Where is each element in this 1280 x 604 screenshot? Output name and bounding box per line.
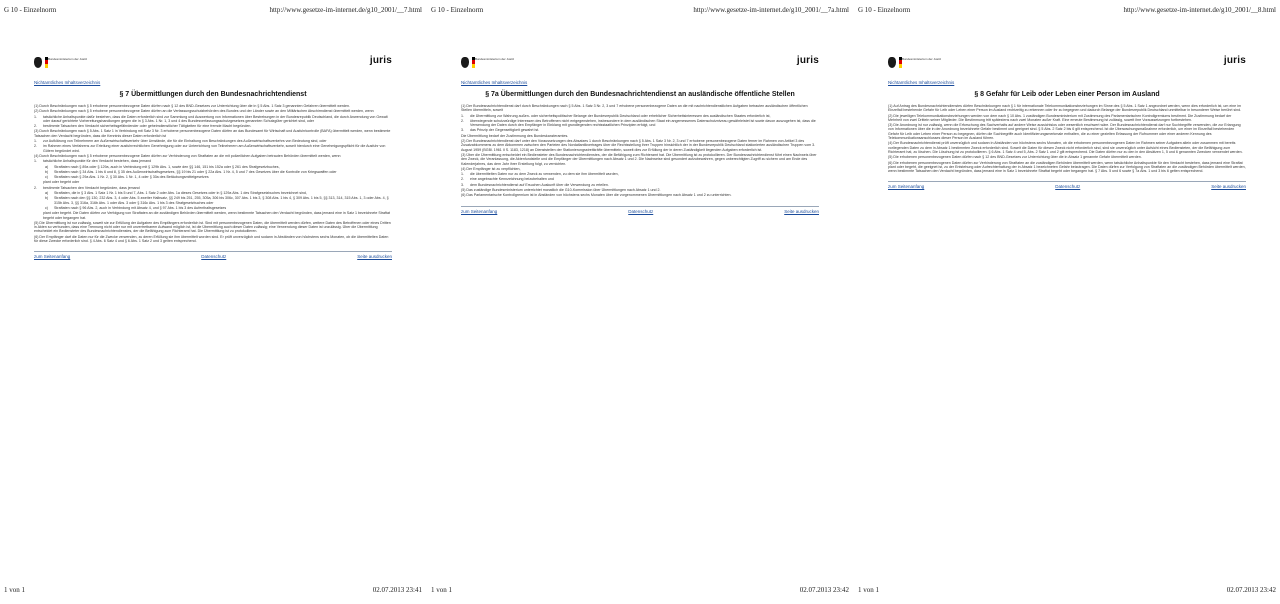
paragraph xyxy=(888,141,1246,154)
document-body xyxy=(461,52,819,214)
paragraph xyxy=(34,165,392,169)
paragraph-text: (5) Die Übermittlung ist nur zulässig, soweit sie zur Erfüllung der Aufgaben des Empfängers erforderlich ist. Sind mit personenbezogenen Daten, die übermittelt werden dürfen, weitere Daten des Betroffenen oder eines Dritten in Akten so verbunden, dass eine Trennung nicht oder nur mit unvertretbarem Aufwand möglich ist, ist die Übermittlung auch dieser Daten zulässig; eine Verwendung dieser Daten ist unzulässig. Über die Übermittlung entscheidet ein Bediensteter des Bundesnachrichtendienstes, der die Befähigung zum Richteramt hat. Die Übermittlung ist zu protokollieren. xyxy=(34,220,391,234)
paragraph-text: Die Übermittlung bedarf der Zustimmung des Bundeskanzleramtes. xyxy=(461,133,569,138)
paragraph xyxy=(34,144,392,153)
paragraph xyxy=(888,104,1246,113)
item-number: 1. xyxy=(34,114,37,119)
paragraph xyxy=(34,170,392,174)
paragraph xyxy=(461,104,819,113)
paragraph-text: (4) Der Empfänger ist zu verpflichten, xyxy=(461,166,521,171)
ministry-name: Bundesministerium der Justiz xyxy=(475,57,515,61)
page-count: 1 von 1 xyxy=(858,586,879,594)
print-footer xyxy=(858,586,1276,598)
item-number: 1. xyxy=(34,159,37,164)
paragraph xyxy=(461,139,819,152)
paragraph xyxy=(461,188,819,192)
paragraph-text: Straftaten, die in § 3 Abs. 1 Satz 1 Nr. 1 bis 5 und 7, Abs. 1 Satz 2 oder Abs. 1a dieses Gesetzes oder in § 129a Abs. 1 des Strafgesetzbuches bezeichnet sind, xyxy=(54,191,307,196)
print-header xyxy=(431,6,849,18)
paragraph xyxy=(34,180,392,184)
print-timestamp: 02.07.2013 23:41 xyxy=(372,586,422,594)
paragraph-text: (3) Über die Übermittlung entscheidet ein Bediensteter des Bundesnachrichtendienstes, der die Befähigung zum Richteramt hat. Die Übermittlung ist zu protokollieren. Der Bundesnachrichtendienst führt einen Nachweis über den Zweck, die Veranlassung, die Aktenfundstelle und die Empfänger der Übermittlungen nach Absatz 1 und 2. Die Nachweise sind gesondert aufzubewahren, gegen unberechtigten Zugriff zu sichern und am Ende des Kalenderjahres, das dem Jahr ihrer Erstellung folgt, zu vernichten. xyxy=(461,152,817,166)
paragraph-text: (2) Die jeweiligen Telekommunikationsbeziehungen werden von dem nach § 10 Abs. 1 zuständigen Bundesministerium mit Zustimmung des Parlamentarischen Kontrollgremiums bestimmt. Die Zustimmung bedarf der Mehrheit von zwei Dritteln seiner Mitglieder. Die Bestimmung tritt spätestens nach zwei Monaten außer Kraft. Eine erneute Bestimmung ist zulässig, soweit ihre Voraussetzungen fortbestehen. xyxy=(888,113,1232,122)
paragraph xyxy=(461,177,819,181)
paragraph xyxy=(34,196,392,205)
paragraph xyxy=(461,183,819,187)
item-number: c) xyxy=(45,205,48,210)
paragraph xyxy=(461,172,819,176)
paragraph-text: eine angebrachte Kennzeichnung beizubehalten und xyxy=(470,177,554,182)
paragraph xyxy=(461,119,819,128)
privacy-link[interactable]: Datenschutz xyxy=(628,208,654,214)
page-count: 1 von 1 xyxy=(431,586,452,594)
juris-logo[interactable]: juris xyxy=(369,55,392,66)
section-title: § 8 Gefahr für Leib oder Leben einer Person im Ausland xyxy=(974,91,1160,98)
paragraph xyxy=(461,153,819,166)
print-timestamp: 02.07.2013 23:42 xyxy=(1226,586,1276,594)
paragraph-text: (2) Der Bundesnachrichtendienst darf unter den Voraussetzungen des Absatzes 1 durch Beschränkungen nach § 5 Abs. 1 Satz 3 Nr. 2, 3 und 7 erhobene personenbezogene Daten ferner im Rahmen von Artikel 3 des Zusatzabkommens zu dem Abkommen zwischen den Parteien des Nordatlantikvertrages über die Rechtsstellung ihrer Truppen hinsichtlich der in der Bundesrepublik Deutschland stationierten ausländischen Truppen vom 3. August 1959 (BGBl. 1961 II S. 1183, 1218) an Dienststellen der Stationierungsstreitkräfte übermitteln, soweit dies zur Erfüllung der in deren Zuständigkeit liegenden Aufgaben erforderlich ist. xyxy=(461,139,816,152)
paragraph-text: Straftaten nach § 96 Abs. 2, auch in Verbindung mit Absatz 4, und § 97 Abs. 1 bis 3 des Aufenthaltsgesetzes xyxy=(54,205,227,210)
paragraph xyxy=(34,124,392,128)
header-title: G 10 - Einzelnorm xyxy=(858,6,911,14)
paragraph-text: (1) Auf Antrag des Bundesnachrichtendienstes dürfen Beschränkungen nach § 1 für internationale Telekommunikationsbeziehungen im Sinne des § 5 Abs. 1 Satz 1 angeordnet werden, wenn dies erforderlich ist, um eine im Einzelfall bestehende Gefahr für Leib oder Leben einer Person im Ausland rechtzeitig zu erkennen oder ihr zu begegnen und dadurch Belange der Bundesrepublik Deutschland unmittelbar in besonderer Weise berührt sind. xyxy=(888,104,1242,113)
print-footer xyxy=(431,586,849,598)
paragraph xyxy=(461,114,819,118)
paragraph-text: (4) Der Bundesnachrichtendienst prüft unverzüglich und sodann in Abständen von höchstens sechs Monaten, ob die erhobenen personenbezogenen Daten im Rahmen seiner Aufgaben allein oder zusammen mit bereits vorliegenden Daten zu dem in Absatz 1 bestimmten Zweck erforderlich sind. Soweit die Daten für diesen Zweck nicht erforderlich sind, sind sie unverzüglich unter Aufsicht eines Bediensteten, der die Befähigung zum Richteramt hat, zu löschen. Die Löschung ist zu protokollieren. § 6 Abs. 1 Satz 4 und 5, Abs. 2 Satz 1 und 2 gilt entsprechend. Die Daten dürfen nur zu den in den Absätzen 1, 5 und 6 genannten Zwecken verwendet werden. xyxy=(888,141,1243,154)
section-title: § 7a Übermittlungen durch den Bundesnachrichtendienst an ausländische öffentliche Stellen xyxy=(485,91,795,98)
item-number: b) xyxy=(45,196,49,201)
paragraph-text: (1) Durch Beschränkungen nach § 5 erhobene personenbezogene Daten dürfen nach § 12 des BND-Gesetzes zur Unterrichtung über die in § 5 Abs. 1 Satz 3 genannten Gefahren übermittelt werden. xyxy=(34,104,351,108)
paragraph-text: Straftaten nach § 89a oder § 129a, auch in Verbindung mit § 129b Abs. 1, sowie den §§ 146, 151 bis 152a oder § 261 des Strafgesetzbuches, xyxy=(54,164,280,169)
juris-logo[interactable]: juris xyxy=(1223,55,1246,66)
section-title: § 7 Übermittlungen durch den Bundesnachrichtendienst xyxy=(119,91,307,98)
item-number: 2. xyxy=(461,118,464,123)
printed-page xyxy=(0,0,426,604)
paragraph-text: tatsächliche Anhaltspunkte dafür bestehen, dass die Daten erforderlich sind zur Sammlung und Auswertung von Informationen über Bestrebungen in der Bundesrepublik Deutschland, die durch Anwendung von Gewalt oder darauf gerichtete Vorbereitungshandlungen gegen die in § 3 Abs. 1 Nr. 1, 3 und 4 des Bundesverfassungsschutzgesetzes genannten Schutzgüter gerichtet sind, oder xyxy=(43,114,388,123)
top-of-page-link[interactable]: zum Seitenanfang xyxy=(888,184,925,190)
paragraph xyxy=(888,155,1246,159)
paragraph xyxy=(34,235,392,244)
paragraph xyxy=(34,159,392,163)
paragraph xyxy=(34,129,392,138)
logo-bar xyxy=(888,52,1246,72)
paragraph xyxy=(34,175,392,179)
paragraph-text: (3) Die Anordnung ist nur zulässig, wenn die Erforschung des Sachverhalts auf andere Weise aussichtslos oder wesentlich erschwert wäre. Der Bundesnachrichtendienst darf nur Suchbegriffe verwenden, die zur Erlangung von Informationen über die in der Anordnung bezeichnete Gefahr bestimmt und geeignet sind. § 5 Abs. 2 Satz 2 bis 6 gilt entsprechend. Ist die Überwachungsmaßnahme erforderlich, um einer im Einzelfall bestehenden Gefahr für Leib oder Leben einer Person zu begegnen, dürfen die Suchbegriffe auch Identifizierungsmerkmale enthalten, die zu einer gezielten Erfassung der Rufnummer oder einer anderen Kennung des Telekommunikationsanschlusses dieser Person im Ausland führen. xyxy=(888,123,1241,141)
paragraph xyxy=(34,191,392,195)
paragraph xyxy=(461,193,819,197)
paragraph xyxy=(34,186,392,190)
paragraph-text: (6) Die erhobenen personenbezogenen Daten dürfen zur Verhinderung von Straftaten an die zuständigen Behörden übermittelt werden, wenn tatsächliche Anhaltspunkte für den Verdacht bestehen, dass jemand eine Straftat plant oder begeht, die geeignet ist, zu der Entstehung oder Aufrechterhaltung der in Absatz 1 bezeichneten Gefahr beizutragen. Die Daten dürfen zur Verfolgung von Straftaten an die zuständigen Behörden übermittelt werden, wenn bestimmte Tatsachen den Verdacht begründen, dass jemand eine in Satz 1 bezeichnete Straftat begeht oder begangen hat. § 7 Abs. 5 und 6 sowie § 7a Abs. 1 und 3 bis 6 gelten entsprechend. xyxy=(888,160,1246,174)
paragraph-text: (6) Der Empfänger darf die Daten nur für die Zwecke verwenden, zu deren Erfüllung sie ihm übermittelt worden sind. Er prüft unverzüglich und sodann in Abständen von höchstens sechs Monaten, ob die übermittelten Daten für diese Zwecke erforderlich sind. § 4 Abs. 6 Satz 4 und § 6 Abs. 1 Satz 2 und 3 gelten entsprechend. xyxy=(34,234,389,244)
paragraph-text: Straftaten nach § 29a Abs. 1 Nr. 2, § 30 Abs. 1 Nr. 1, 4 oder § 30a des Betäubungsmittelgesetzes xyxy=(54,175,209,180)
paragraph xyxy=(34,206,392,210)
item-number: b) xyxy=(45,169,49,174)
paragraph-text: Straftaten nach § 34 Abs. 1 bis 6 und 8, § 35 des Außenwirtschaftsgesetzes, §§ 19 bis 21 oder § 22a Abs. 1 Nr. 4, 5 und 7 des Gesetzes über die Kontrolle von Kriegswaffen oder xyxy=(54,169,337,174)
bottom-link-bar xyxy=(34,251,392,259)
item-number: 2. xyxy=(34,185,37,190)
paragraph-text: bestimmte Tatsachen den Verdacht begründen, dass jemand xyxy=(43,185,140,190)
printed-page xyxy=(854,0,1280,604)
paragraph-text: Straftaten nach den §§ 130, 232 Abs. 3, 4 oder Abs. 5 zweiter Halbsatz, §§ 249 bis 251, 255, 305a, 306 bis 306c, 307 Abs. 1 bis 3, § 308 Abs. 1 bis 4, § 309 Abs. 1 bis 5, §§ 313, 314, 315 Abs. 1, 3 oder Abs. 4, § 315b Abs. 3, §§ 316a, 316b Abs. 1 oder Abs. 3 oder § 316c Abs. 1 bis 3 des Strafgesetzbuches oder xyxy=(54,196,389,205)
item-number: 2. xyxy=(34,124,37,129)
paragraph-text: zur Aufklärung von Teilnehmern am Außenwirtschaftsverkehr über Umstände, die für die Einhaltung von Beschränkungen des Außenwirtschaftsverkehrs von Bedeutung sind, oder xyxy=(43,139,327,144)
paragraph xyxy=(888,123,1246,140)
item-number: c) xyxy=(45,175,48,180)
paragraph-text: (5) Das zuständige Bundesministerium unterrichtet monatlich die G10-Kommission über Übermittlungen nach Absatz 1 und 2. xyxy=(461,188,661,193)
item-number: 1. xyxy=(34,139,37,144)
logo-bar xyxy=(34,52,392,72)
paragraph xyxy=(34,154,392,158)
toc-link[interactable]: Nichtamtliches Inhaltsverzeichnis xyxy=(888,80,955,85)
paragraph xyxy=(34,104,392,108)
juris-logo[interactable]: juris xyxy=(796,55,819,66)
item-number: a) xyxy=(45,191,49,196)
paragraph-text: bestimmte Tatsachen den Verdacht sicherheitsgefährdender oder geheimdienstlicher Tätigkeiten für eine fremde Macht begründen. xyxy=(43,124,252,129)
item-number: a) xyxy=(45,164,49,169)
bottom-link-bar xyxy=(461,206,819,214)
print-page-link[interactable]: Seite ausdrucken xyxy=(357,254,392,260)
document-body xyxy=(34,52,392,259)
item-number: 3. xyxy=(461,128,464,133)
paragraph xyxy=(888,114,1246,123)
header-url: http://www.gesetze-im-internet.de/g10_2001/__8.html xyxy=(1123,6,1276,14)
paragraph xyxy=(461,167,819,171)
page-count: 1 von 1 xyxy=(4,586,25,594)
paragraph-text: (5) Die erhobenen personenbezogenen Daten dürfen nach § 12 des BND-Gesetzes zur Unterrichtung über die in Absatz 1 genannte Gefahr übermittelt werden. xyxy=(888,155,1142,160)
paragraph xyxy=(461,134,819,138)
print-header xyxy=(858,6,1276,18)
print-timestamp: 02.07.2013 23:42 xyxy=(799,586,849,594)
ministry-name: Bundesministerium der Justiz xyxy=(48,57,88,61)
header-title: G 10 - Einzelnorm xyxy=(4,6,57,14)
paragraph-text: plant oder begeht. Die Daten dürfen zur Verfolgung von Straftaten an die zuständigen Behörden übermittelt werden, wenn bestimmte Tatsachen den Verdacht begründen, dass jemand eine in Satz 1 bezeichnete Straftat begeht oder begangen hat. xyxy=(43,211,390,220)
item-number: 2. xyxy=(461,177,464,182)
paragraph xyxy=(34,221,392,234)
document-body xyxy=(888,52,1246,189)
paragraph-text: die Übermittlung zur Wahrung außen- oder sicherheitspolitischer Belange der Bundesrepublik Deutschland oder erheblicher Sicherheitsinteressen des ausländischen Staates erforderlich ist, xyxy=(470,113,771,118)
top-of-page-link[interactable]: zum Seitenanfang xyxy=(34,254,71,260)
paragraph xyxy=(888,161,1246,174)
bottom-link-bar xyxy=(888,181,1246,189)
header-url: http://www.gesetze-im-internet.de/g10_2001/__7.html xyxy=(269,6,422,14)
paragraph-text: (2) Durch Beschränkungen nach § 5 erhobene personenbezogene Daten dürfen an die Verfassungsschutzbehörden des Bundes und der Länder sowie an den Militärischen Abschirmdienst übermittelt werden, wenn xyxy=(34,109,374,114)
logo-bar xyxy=(461,52,819,72)
top-of-page-link[interactable]: zum Seitenanfang xyxy=(461,208,498,214)
printed-page xyxy=(427,0,853,604)
paragraph-text: tatsächliche Anhaltspunkte für den Verdacht bestehen, dass jemand xyxy=(43,159,152,164)
paragraph-text: (3) Durch Beschränkungen nach § 5 Abs. 1 Satz 1 in Verbindung mit Satz 3 Nr. 3 erhobene personenbezogene Daten dürfen an das Bundesamt für Wirtschaft und Ausfuhrkontrolle (BAFA) übermittelt werden, wenn bestimmte Tatsachen den Verdacht begründen, dass die Kenntnis dieser Daten erforderlich ist xyxy=(34,129,391,138)
print-footer xyxy=(4,586,422,598)
ministry-name: Bundesministerium der Justiz xyxy=(902,57,942,61)
privacy-link[interactable]: Datenschutz xyxy=(1055,184,1081,190)
paragraph-text: im Rahmen eines Verfahrens zur Erteilung einer ausfuhrrechtlichen Genehmigung oder zur Unterrichtung von Teilnehmern am Außenwirtschaftsverkehr, soweit hierdurch eine Genehmigungspflicht für die Ausfuhr von Gütern begründet wird. xyxy=(43,144,386,153)
paragraph-text: (6) Das Parlamentarische Kontrollgremium ist in Abständen von höchstens sechs Monaten über die vorgenommenen Übermittlungen nach Absatz 1 und 2 zu unterrichten. xyxy=(461,193,732,198)
paragraph-text: das Prinzip der Gegenseitigkeit gewahrt ist. xyxy=(470,128,540,133)
paragraph-text: (4) Durch Beschränkungen nach § 5 erhobene personenbezogene Daten dürfen zur Verhinderung von Straftaten an die mit polizeilichen Aufgaben betrauten Behörden übermittelt werden, wenn xyxy=(34,153,341,158)
item-number: 2. xyxy=(34,144,37,149)
print-page-link[interactable]: Seite ausdrucken xyxy=(1211,184,1246,190)
privacy-link[interactable]: Datenschutz xyxy=(201,254,227,260)
item-number: 3. xyxy=(461,182,464,187)
paragraph xyxy=(34,109,392,113)
paragraph-text: die übermittelten Daten nur zu dem Zweck zu verwenden, zu dem sie ihm übermittelt wurden, xyxy=(470,172,619,177)
paragraph xyxy=(34,211,392,220)
header-url: http://www.gesetze-im-internet.de/g10_2001/__7a.html xyxy=(693,6,849,14)
paragraph-text: (1) Der Bundesnachrichtendienst darf durch Beschränkungen nach § 5 Abs. 1 Satz 3 Nr. 2, 3 und 7 erhobene personenbezogene Daten an die mit nachrichtendienstlichen Aufgaben betrauten ausländischen öffentlichen Stellen übermitteln, soweit xyxy=(461,104,808,113)
paragraph xyxy=(34,139,392,143)
item-number: 1. xyxy=(461,172,464,177)
header-title: G 10 - Einzelnorm xyxy=(431,6,484,14)
item-number: 1. xyxy=(461,113,464,118)
paragraph xyxy=(461,128,819,132)
print-page-link[interactable]: Seite ausdrucken xyxy=(784,208,819,214)
toc-link[interactable]: Nichtamtliches Inhaltsverzeichnis xyxy=(461,80,528,85)
toc-link[interactable]: Nichtamtliches Inhaltsverzeichnis xyxy=(34,80,101,85)
paragraph xyxy=(34,115,392,124)
print-header xyxy=(4,6,422,18)
paragraph-text: überwiegende schutzwürdige Interessen des Betroffenen nicht entgegenstehen, insbesondere in dem ausländischen Staat ein angemessenes Datenschutzniveau gewährleistet ist sowie davon auszugehen ist, dass die Verwendung der Daten durch den Empfänger in Einklang mit grundlegenden rechtsstaatlichen Prinzipien erfolgt, und xyxy=(470,118,816,128)
paragraph-text: plant oder begeht oder xyxy=(43,180,80,185)
paragraph-text: dem Bundesnachrichtendienst auf Ersuchen Auskunft über die Verwendung zu erteilen. xyxy=(470,182,609,187)
